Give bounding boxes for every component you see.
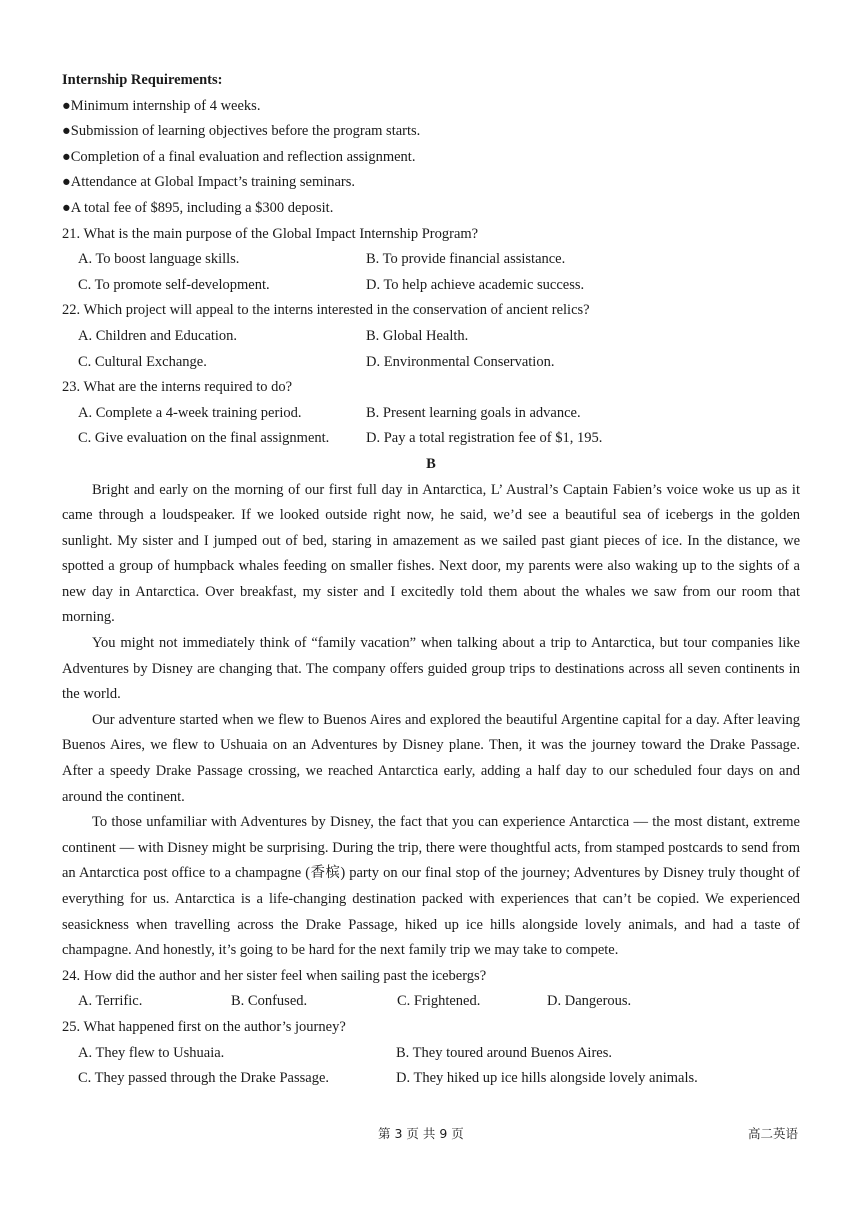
option-c: C. Give evaluation on the final assignment. — [78, 430, 330, 447]
option-b: B. Global Health. — [366, 327, 469, 344]
question-25-options-row1 — [62, 1041, 800, 1067]
passage-paragraph-1: Bright and early on the morning of our first full day in Antarctica, L’ Austral’s Captain Fabien’s voice woke us up as it came through a loudspeaker. If we looked outside right now, he said, we’d see a beautiful sea of icebergs in the golden sunlight. My sister and I jumped out of bed, staring in amazement as we sailed past giant pieces of ice. In the distance, we spotted a group of humpback whales feeding on smaller fishes. Next door, my parents were also waking up to the sights of a new day in Antarctica. Over breakfast, my sister and I excitedly told them about the whales we saw from our room that morning. — [62, 481, 800, 626]
requirement-item: ●A total fee of $895, including a $300 deposit. — [62, 199, 334, 216]
passage-paragraph-2: You might not immediately think of “family vacation” when talking about a trip to Antarctica, but tour companies like Adventures by Disney are changing that. The company offers guided group trips to destinations across all seven continents in the world. — [62, 635, 800, 703]
option-a: A. To boost language skills. — [78, 251, 240, 268]
option-d: D. Dangerous. — [547, 993, 632, 1010]
question-25-stem: 25. What happened first on the author’s journey? — [62, 1018, 346, 1035]
exam-page — [62, 68, 800, 1092]
question-21-options-row2 — [62, 273, 800, 299]
passage-paragraph-3: Our adventure started when we flew to Buenos Aires and explored the beautiful Argentine capital for a day. After leaving Buenos Aires, we flew to Ushuaia on an Adventures by Disney plane. Then, it was the journey toward the Drake Passage. After a speedy Drake Passage crossing, we reached Antarctica early, adding a half day to our scheduled four days on and around the continent. — [62, 711, 800, 805]
option-b: B. Present learning goals in advance. — [366, 404, 581, 421]
option-a: A. They flew to Ushuaia. — [78, 1044, 225, 1061]
option-a: A. Complete a 4-week training period. — [78, 404, 302, 421]
question-23-stem: 23. What are the interns required to do? — [62, 379, 293, 396]
requirement-item: ●Submission of learning objectives before the program starts. — [62, 123, 421, 140]
option-c: C. They passed through the Drake Passage. — [78, 1070, 330, 1087]
option-c: C. To promote self-development. — [78, 276, 270, 293]
requirement-item: ●Completion of a final evaluation and reflection assignment. — [62, 148, 416, 165]
option-d: D. They hiked up ice hills alongside lovely animals. — [396, 1070, 698, 1087]
requirements-heading: Internship Requirements: — [62, 72, 223, 88]
option-a: A. Children and Education. — [78, 327, 238, 344]
requirement-item: ●Minimum internship of 4 weeks. — [62, 97, 261, 114]
question-21-options-row1 — [62, 247, 800, 273]
option-b: B. To provide financial assistance. — [366, 251, 566, 268]
option-d: D. To help achieve academic success. — [366, 276, 585, 293]
question-21-stem: 21. What is the main purpose of the Global Impact Internship Program? — [62, 225, 479, 242]
question-22-options-row2 — [62, 350, 800, 376]
page-number: 第 3 页 共 9 页 — [378, 1126, 464, 1141]
question-24-options — [62, 989, 800, 1015]
section-b-heading: B — [426, 455, 436, 472]
option-b: B. They toured around Buenos Aires. — [396, 1044, 612, 1061]
question-22-options-row1 — [62, 324, 800, 350]
option-a: A. Terrific. — [78, 993, 143, 1010]
passage-paragraph-4: To those unfamiliar with Adventures by Disney, the fact that you can experience Antarctica — the most distant, extreme continent — with Disney might be surprising. During the trip, there were thoughtful acts, from stamped postcards to send from an Antarctica post office to a champagne (香槟) party on our final stop of the journey; Adventures by Disney truly thought of everything for us. Antarctica is a life-changing destination packed with experiences that can’t be copied. We experienced seasickness when travelling across the Drake Passage, hiked up ice hills alongside lovely animals, and had a taste of champagne. And honestly, it’s going to be hard for the next family trip we may take to compete. — [62, 814, 800, 959]
question-23-options-row2 — [62, 426, 800, 452]
option-c: C. Frightened. — [397, 993, 481, 1010]
requirement-item: ●Attendance at Global Impact’s training seminars. — [62, 174, 356, 191]
question-22-stem: 22. Which project will appeal to the interns interested in the conservation of ancient relics? — [62, 302, 590, 319]
option-d: D. Environmental Conservation. — [366, 353, 555, 370]
option-b: B. Confused. — [231, 993, 308, 1010]
question-25-options-row2 — [62, 1066, 800, 1092]
option-c: C. Cultural Exchange. — [78, 353, 207, 370]
question-24-stem: 24. How did the author and her sister feel when sailing past the icebergs? — [62, 967, 487, 984]
subject-label: 高二英语 — [747, 1126, 798, 1141]
option-d: D. Pay a total registration fee of $1, 195. — [366, 430, 603, 447]
question-23-options-row1 — [62, 401, 800, 427]
